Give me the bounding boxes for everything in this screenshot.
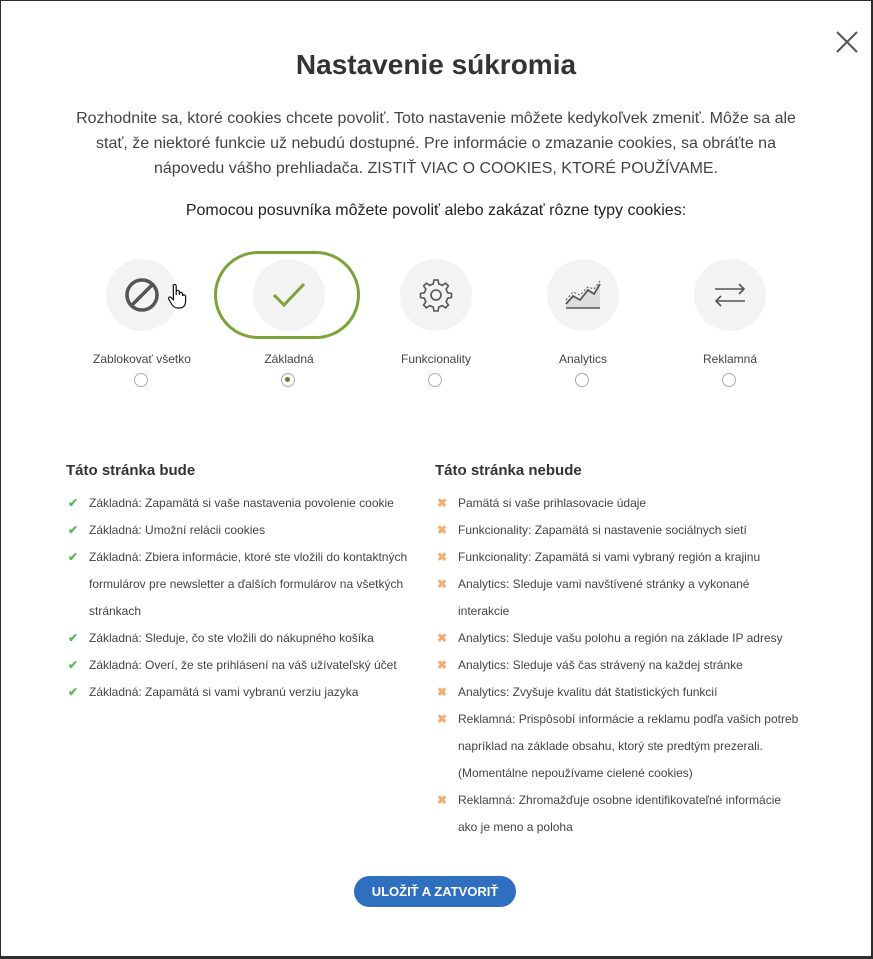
list-item-text: Reklamná: Zhromažďuje osobne identifikovateľné informácie ako je meno a poloha xyxy=(458,793,782,834)
list-item xyxy=(435,625,800,652)
intro-text: Rozhodnite sa, ktoré cookies chcete povoliť. Toto nastavenie môžete kedykoľvek zmeniť. Môže sa ale stať, že niektoré funkcie už nebudú dostupné. Pre informácie o zmazanie cookies, sa obráťte na nápovedu vášho prehliadača. ZISTIŤ VIAC O COOKIES, KTORÉ POUŽÍVAME. xyxy=(76,110,796,177)
list-item-text: Základná: Zbiera informácie, ktoré ste vložili do kontaktných formulárov pre newsletter a ďalších formulárov na všetkých stránkach xyxy=(89,550,408,618)
level-label: Analytics xyxy=(558,352,608,366)
list-item xyxy=(435,517,800,544)
will-list xyxy=(66,490,421,706)
level-analytics[interactable] xyxy=(513,259,653,391)
list-item-text: Analytics: Sleduje váš čas strávený na každej stránke xyxy=(458,658,743,672)
list-item-text: Základná: Umožní relácii cookies xyxy=(89,523,266,537)
cross-icon: ✖ xyxy=(436,712,448,726)
wont-list xyxy=(435,490,800,841)
cross-icon: ✖ xyxy=(436,793,448,807)
list-item xyxy=(435,571,800,625)
list-item-text: Základná: Zapamätá si vaše nastavenia povolenie cookie xyxy=(89,496,394,510)
cross-icon: ✖ xyxy=(436,496,448,510)
level-radio[interactable] xyxy=(575,373,589,387)
list-item xyxy=(66,544,421,625)
level-label: Základná xyxy=(264,352,314,366)
level-basic[interactable] xyxy=(219,259,359,391)
privacy-settings-dialog xyxy=(1,1,871,956)
check-icon: ✔ xyxy=(67,685,79,699)
level-label: Zablokovať všetko xyxy=(93,352,191,366)
check-icon: ✔ xyxy=(67,496,79,510)
level-radio[interactable] xyxy=(281,373,295,387)
level-label: Reklamná xyxy=(702,352,758,366)
list-item-text: Analytics: Sleduje vašu polohu a región na základe IP adresy xyxy=(458,631,783,645)
slider-prompt: Pomocou posuvníka môžete povoliť alebo zakázať rôzne typy cookies: xyxy=(185,202,687,219)
list-item xyxy=(435,679,800,706)
wont-column xyxy=(435,462,800,841)
hand-cursor-icon xyxy=(167,284,187,310)
will-heading: Táto stránka bude xyxy=(66,462,196,479)
gear-icon[interactable] xyxy=(400,259,472,331)
list-item-text: Analytics: Sleduje vami navštívené stránky a vykonané interakcie xyxy=(458,577,750,618)
cross-icon: ✖ xyxy=(436,631,448,645)
list-item xyxy=(66,652,421,679)
check-icon[interactable] xyxy=(253,259,325,331)
list-item xyxy=(435,544,800,571)
cross-icon: ✖ xyxy=(436,550,448,564)
level-radio[interactable] xyxy=(722,373,736,387)
level-block-all[interactable] xyxy=(72,259,212,391)
level-radio[interactable] xyxy=(134,373,148,387)
list-item xyxy=(66,490,421,517)
list-item xyxy=(435,787,800,841)
list-item-text: Základná: Overí, že ste prihlásení na váš užívateľský účet xyxy=(89,658,397,672)
list-item xyxy=(66,679,421,706)
level-advertising[interactable] xyxy=(660,259,800,391)
list-item-text: Základná: Zapamätá si vami vybranú verziu jazyka xyxy=(89,685,359,699)
list-item xyxy=(435,490,800,517)
save-and-close-button[interactable]: ULOŽIŤ A ZATVORIŤ xyxy=(354,876,516,907)
will-column xyxy=(66,462,421,706)
check-icon: ✔ xyxy=(67,523,79,537)
cross-icon: ✖ xyxy=(436,523,448,537)
level-radio[interactable] xyxy=(428,373,442,387)
list-item xyxy=(435,706,800,787)
cross-icon: ✖ xyxy=(436,658,448,672)
cross-icon: ✖ xyxy=(436,685,448,699)
list-item-text: Funkcionality: Zapamätá si nastavenie sociálnych sietí xyxy=(458,523,747,537)
list-item xyxy=(66,517,421,544)
level-functionality[interactable] xyxy=(366,259,506,391)
list-item-text: Analytics: Zvyšuje kvalitu dát štatistických funkcií xyxy=(458,685,718,699)
wont-heading: Táto stránka nebude xyxy=(435,462,582,479)
list-item-text: Základná: Sleduje, čo ste vložili do nákupného košíka xyxy=(89,631,374,645)
check-icon: ✔ xyxy=(67,658,79,672)
check-icon: ✔ xyxy=(67,550,79,564)
chart-icon[interactable] xyxy=(547,259,619,331)
dialog-title: Nastavenie súkromia xyxy=(295,49,577,80)
list-item xyxy=(66,625,421,652)
list-item-text: Funkcionality: Zapamätá si vami vybraný región a krajinu xyxy=(458,550,761,564)
arrows-icon[interactable] xyxy=(694,259,766,331)
list-item-text: Pamätá si vaše prihlasovacie údaje xyxy=(458,496,647,510)
level-label: Funkcionality xyxy=(400,352,472,366)
list-item xyxy=(435,652,800,679)
cross-icon: ✖ xyxy=(436,577,448,591)
check-icon: ✔ xyxy=(67,631,79,645)
list-item-text: Reklamná: Prispôsobí informácie a reklamu podľa vašich potreb napríklad na základe obsahu, ktorý ste predtým prezerali. (Momentálne nepoužívame cielené cookies) xyxy=(458,712,799,780)
